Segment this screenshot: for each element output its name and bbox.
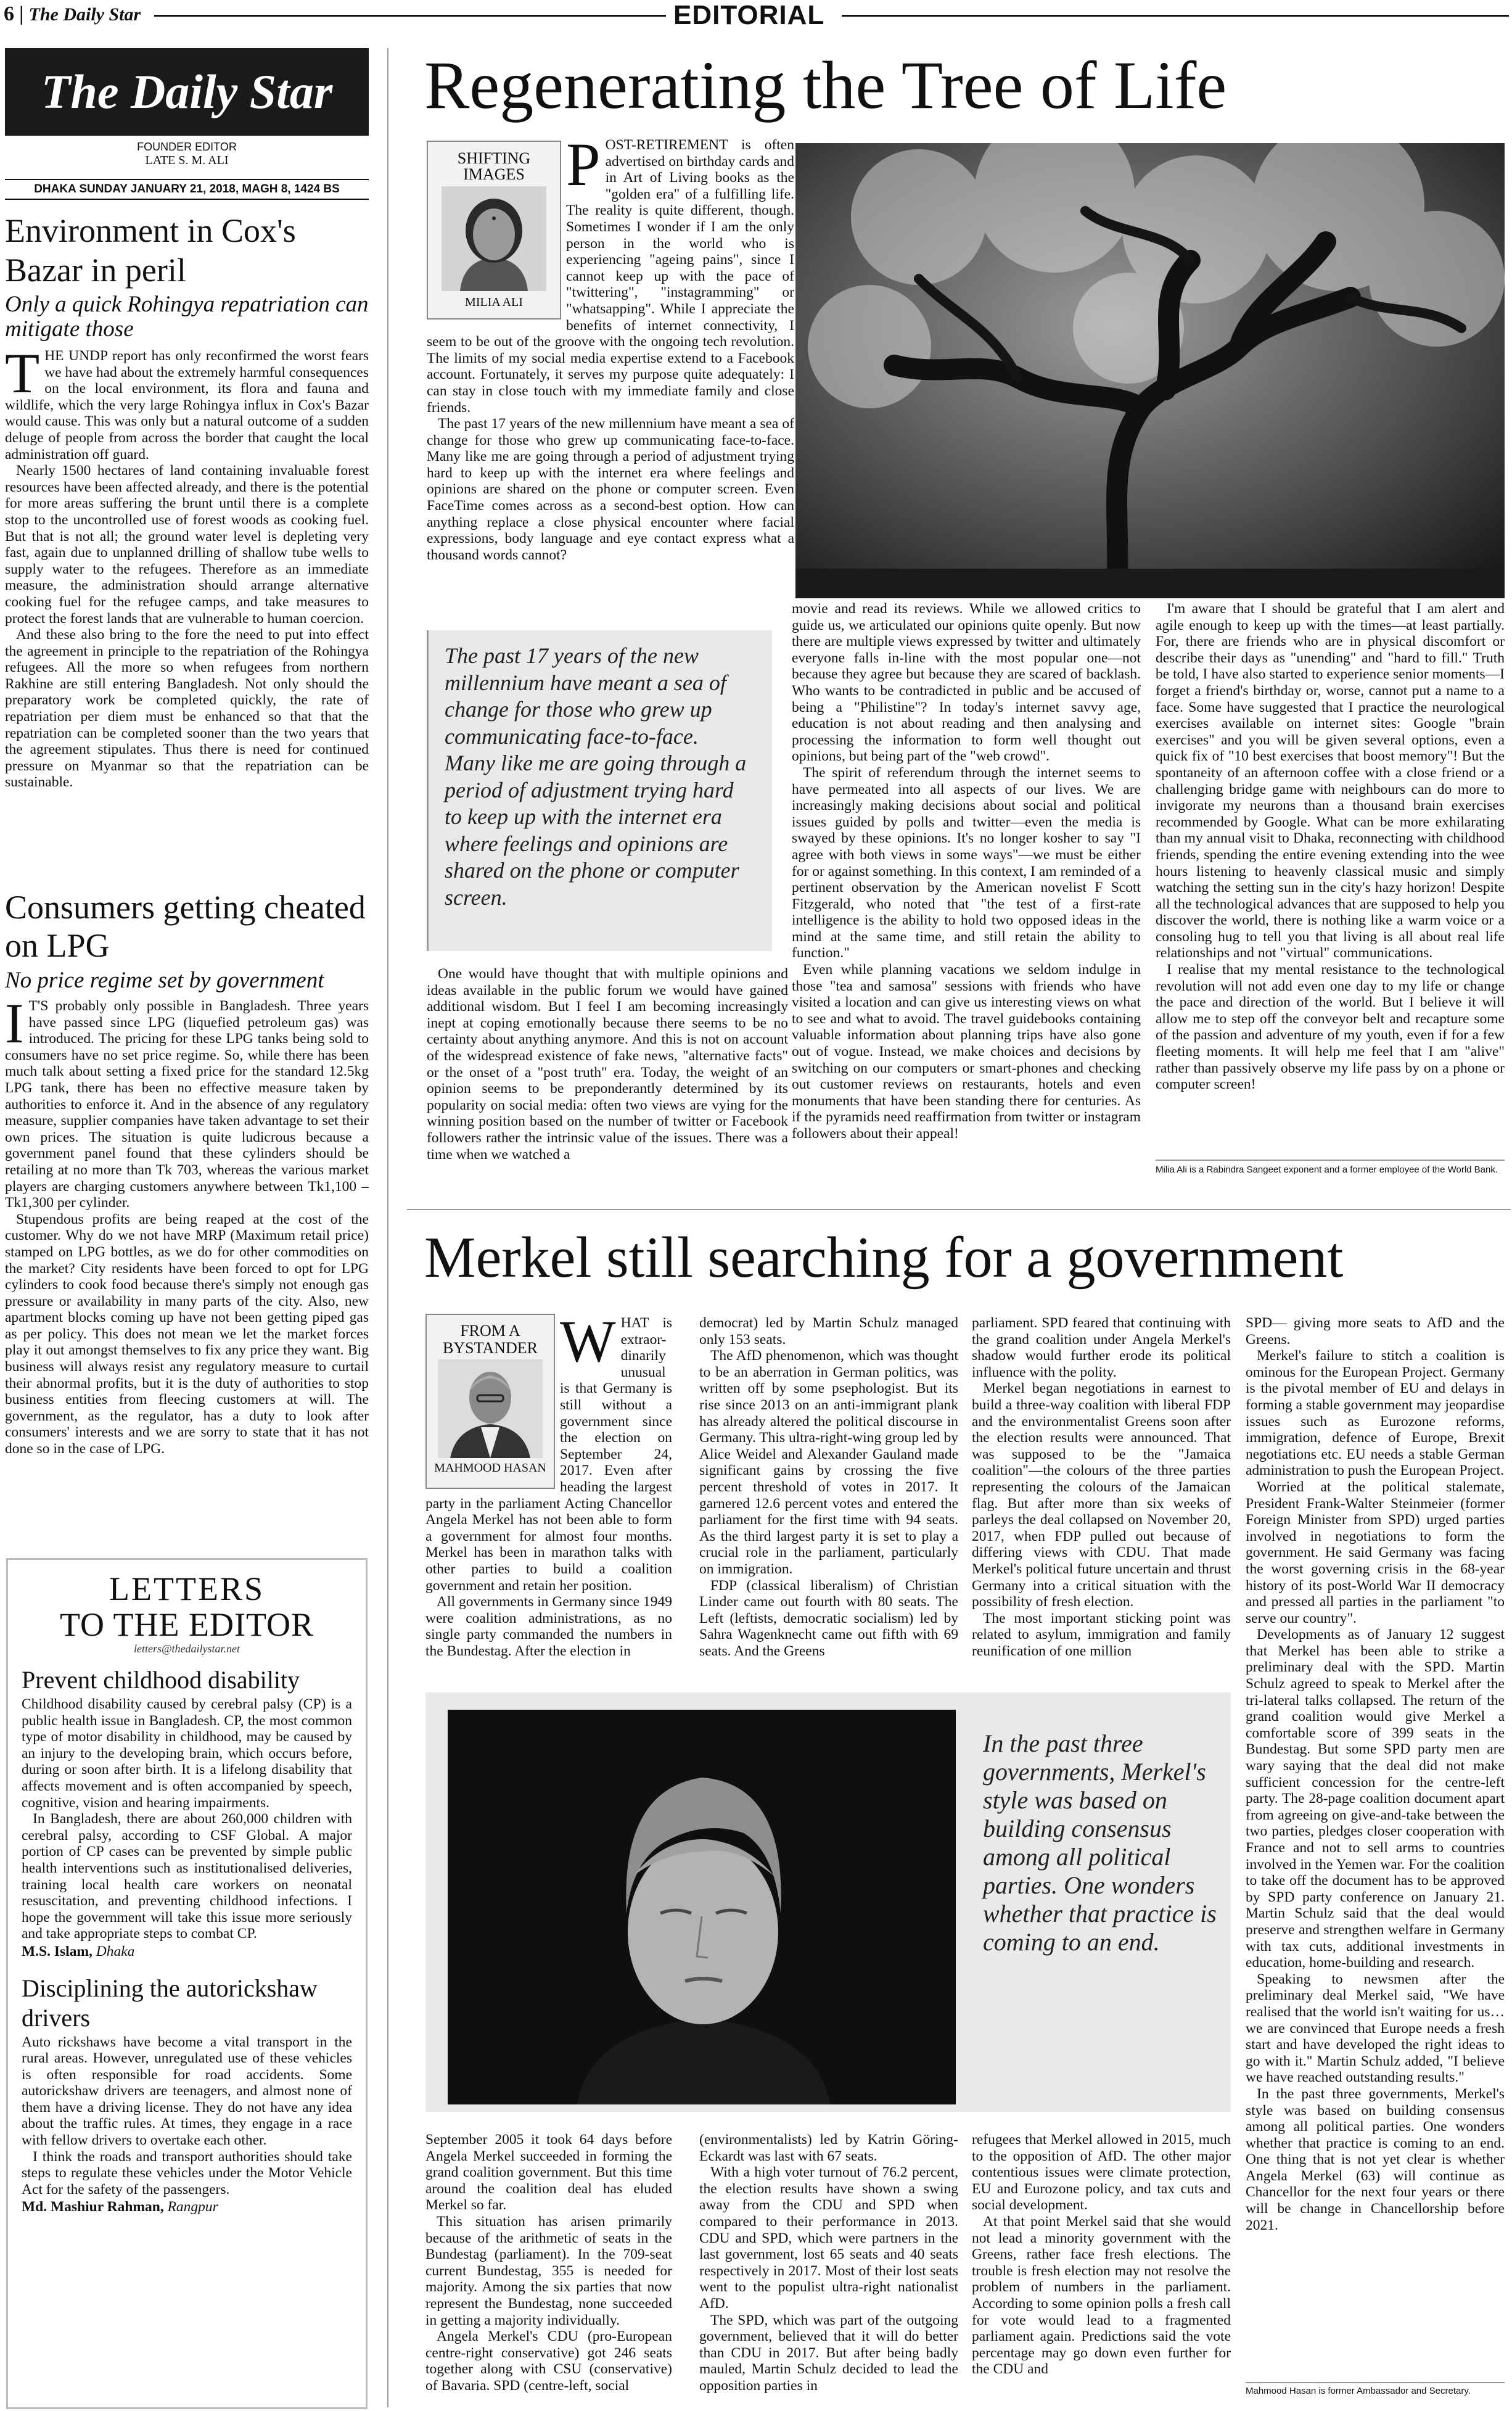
masthead-title: The Daily Star — [41, 65, 333, 118]
editorial1-dropcap: T — [5, 342, 40, 405]
column-tag-line: FROM A — [460, 1322, 520, 1340]
letter-headline: Prevent childhood disability — [22, 1666, 300, 1694]
article2-paragraph: The AfD phenomenon, which was thought to be an aberration in German politics, was written off by some psephologist. But its rise since 2013 on an anti-immigrant plank has already altered the political discourse in Germany. This ultra-right-wing group led by Alice Weidel and Alexander Gauland made significant gains by crossing the five percent threshold of votes in 2017. It garnered 12.6 percent votes and entered the parliament for the first time with 94 seats. As the third largest party it is set to play a crucial role in the parliament, particularly on immigration. — [699, 1348, 958, 1577]
editorial1-paragraph: HE UNDP report has only reconfirmed the worst fears we have had about the extremely harmful consequences on the local environment, its flora and fauna and wildlife, which the very large Rohingya influx in Cox's Bazar would cause. This was only but a natural outcome of a sudden deluge of people from across the border that caught the local administration off guard. — [5, 348, 369, 463]
paper-name-small: The Daily Star — [28, 4, 141, 25]
article2-paragraph: The most important sticking point was related to asylum, immigration and family reunification of one million — [972, 1610, 1231, 1659]
article2-paragraph: Angela Merkel's CDU (pro-European centre-right conservative) got 246 seats together along with CSU (conservative) of Bavaria. SPD (centre-left, social — [425, 2328, 672, 2394]
article1-intro-paragraph: OST-RETIREMENT is often advertised on birthday cards and in Art of Living books as the "golden era" of a fulfilling life. The reality is quite different, though. Sometimes I wonder if I am the only person in the world who is experiencing "ageing pains", since I cannot keep up with the pace of "twittering", "instagramming" or "whatsapping". While I appreciate the benefits of internet connectivity, I seem to be out of the groove with the ongoing tech revolution. The limits of my social media expertise extend to a Facebook account. Fortunately, it serves my purpose quite adequately: I can stay in close touch with my immediate family and close friends. — [427, 137, 794, 416]
article2-paragraph: Speaking to newsmen after the preliminary deal Merkel said, "We have realised that the world isn't waiting for us…we are convinced that Europe needs a fresh start and have developed the right ideas to go with it." Martin Schulz added, "I believe we have reached outstanding results." — [1246, 1971, 1505, 2086]
article2-paragraph: Developments as of January 12 suggest that Merkel has been able to strike a preliminary deal with the SPD. Martin Schulz agreed to speak to Merkel after the tri-lateral talks collapsed. The return of the grand coalition would give Merkel a comfortable score of 399 seats in the Bundestag. But some SPD party men are wary saying that the deal did not make sufficient concession for the centre-left party. The 28-page coalition document apart from agreeing on give-and-take between the two parties, pledges closer cooperation with France and not to sell arms to countries involved in the Yemen war. For the coalition to take off the document has to be approved by SPD party conference on January 21. Martin Schulz said that the deal would preserve and strengthen welfare in Germany with tax cuts, additional investments in education, home-building and research. — [1246, 1626, 1505, 1971]
article2-paragraph: All governments in Germany since 1949 were coalition administrations, as no single party commanded the numbers in the Bundestag. After the election in — [425, 1594, 672, 1659]
article2-bottom-col1 — [425, 2132, 672, 2394]
article1-paragraph: The past 17 years of the new millennium have meant a sea of change for those who grew up communicating face-to-face. Many like me are going through a period of adjustment trying hard to keep up with the internet era where feelings and opinions are shared on the phone or computer screen. Even FaceTime comes across as a second-best option. How can anything replace a close physical encounter where facial expressions, body language and eye contact express what a thousand words cannot? — [427, 416, 794, 563]
article2-paragraph: Merkel's failure to stitch a coalition is ominous for the European Project. Germany is the pivotal member of EU and delays in forming a stable government may jeopardise issues such as Eurozone reforms, immigration, defence of Europe, Brexit negotiations etc. EU needs a stable German administration to push the European Project. — [1246, 1348, 1505, 1479]
column-tag-line: IMAGES — [463, 165, 525, 183]
letter-paragraph: Auto rickshaws have become a vital transport in the rural areas. However, unregulated use of these vehicles is often responsible for road accidents. Some autorickshaw drivers are teenagers, and almost none of them have a driving license. They do not have any idea about the traffic rules. At times, they engage in a race with fellow drivers to overtake each other. — [22, 2034, 352, 2149]
article2-col1 — [425, 1308, 672, 1659]
founder-label: FOUNDER EDITOR — [137, 141, 237, 153]
article2-col3 — [972, 1315, 1231, 1659]
column-tag-line: BYSTANDER — [443, 1339, 538, 1357]
editorial-lpg — [5, 888, 369, 1457]
article2-paragraph: Merkel began negotiations in earnest to build a three-way coalition with liberal FDP and the environmentalist Greens soon after the election results were announced. That was supposed to be the "Jamaica coalition"—the colours of the three parties representing the colours of the Jamaican flag. But after more than six weeks of parleys the deal collapsed on November 20, 2017, when FDP pulled out because of differing views with CDU. That made Merkel's political future uncertain and thrust Germany into a critical situation with the possibility of fresh election. — [972, 1380, 1231, 1610]
letters-box — [6, 1558, 368, 2409]
editorial1-paragraph: And these also bring to the fore the need to put into effect the agreement in principle to the repatriation of the Rohingya refugees. All the more so when refugees from northern Rakhine are still entering Bangladesh. Not only should the preparatory work be completed quickly, the rate of repatriation per diem must be enhanced so that that the repatriation can be completed sooner than the two years that the agreement stipulates. Thus there is need for continued pressure on Myanmar so that the repatriation can be sustainable. — [5, 627, 369, 791]
article1-headline: Regenerating the Tree of Life — [424, 47, 1227, 123]
article2-paragraph: SPD— giving more seats to AfD and the Greens. — [1246, 1315, 1505, 1348]
letter-item — [22, 1665, 352, 1960]
article2-paragraph: September 2005 it took 64 days before Angela Merkel succeeded in forming the grand coalition government. But this time around the coalition deal has eluded Merkel so far. — [425, 2132, 672, 2214]
article2-paragraph: democrat) led by Martin Schulz managed only 153 seats. — [699, 1315, 958, 1348]
article2-paragraph: HAT is extraor-dinarily unusual is that Germany is still without a government since the election on September 24, 2017. Even after heading the largest party in the parliament Acting Chancellor Angela Merkel has not been able to form a government for almost four months. Merkel has been in marathon talks with other parties to build a coalition government and retain her position. — [425, 1315, 672, 1594]
letters-email: letters@thedailystar.net — [133, 1642, 240, 1655]
article1-paragraph: The spirit of referendum through the internet seems to have permeated into all aspects of our lives. We are increasingly making decisions about social and political issues guided by polls and twitter—even the media is swayed by these opinions. It's no longer kosher to say "I agree with both views in some ways"—we must be either for or against something. In this context, I am reminded of a pertinent observation by the American novelist F Scott Fitzgerald, who noted that "the test of a first-rate intelligence is the ability to hold two opposed ideas in the mind at the same time, and still retain the ability to function." — [792, 764, 1141, 962]
tree-image — [795, 143, 1505, 598]
article1-pullquote-box — [427, 630, 772, 951]
letters-title-line1: LETTERS — [109, 1570, 265, 1607]
letter-paragraph: In Bangladesh, there are about 260,000 children with cerebral palsy, according to CSF Global. A major portion of CP cases can be prevented by simple public health interventions such as institutionalised deliveries, training local health care workers on neonatal resuscitation, and preventing childhood infections. I hope the government will take this issue more seriously and take appropriate steps to combat CP. — [22, 1811, 352, 1942]
article2-paragraph: In the past three governments, Merkel's style was based on building consensus among all political parties. One wonders whether that practice is coming to an end. One thing that is not yet clear is whether Angela Merkel (63) will continue as Chancellor for the next four years or there will be change in Chancellorship before 2021. — [1246, 2085, 1505, 2233]
editorial2-paragraph: Stupendous profits are being reaped at the cost of the customer. Why do we not have MRP (Maximum retail price) stamped on LPG bottles, as we do for other commodities on the market? City residents have been forced to opt for LPG cylinders to cook food because there's simply not enough gas pressure or availability in many parts of the city. Also, new apartment blocks coming up have not been getting piped gas as per policy. This does not mean we let the market forces play it out amongst themselves to fix any price they want. Big business will always resist any regulatory measure to curtail their abnormal profits, but it is the duty of authorities to stop business entities from fleecing customers at will. The government, as the regulator, has a duty to look after consumers' interests and we are sorry to state that it has not done so in the case of LPG. — [5, 1211, 369, 1457]
article2-bottom-col2 — [699, 2132, 958, 2394]
author-name: MAHMOOD HASAN — [434, 1461, 546, 1475]
article2-paragraph: The SPD, which was part of the outgoing government, believed that it will do better than CDU in 2017. But after being badly mauled, Martin Schulz decided to lead the opposition parties in — [699, 2312, 958, 2394]
author-name: MILIA ALI — [465, 295, 523, 309]
letter-signature: M.S. Islam, — [22, 1943, 92, 1960]
founder-name: LATE S. M. ALI — [145, 154, 229, 167]
article2-paragraph: FDP (classical liberalism) of Christian Linder came out fourth with 80 seats. The Left (leftists, democratic socialism) led by Sahra Wagenknecht came out fifth with 69 seats. And the Greens — [699, 1577, 958, 1659]
page-number: 6 — [4, 2, 14, 25]
article2-paragraph: This situation has arisen primarily because of the arithmetic of seats in the Bundestag (parliament). In the 709-seat current Bundestag, 355 is needed for majority. Among the six parties that now represent the Bundestag, none succeeded in getting a majority individually. — [425, 2213, 672, 2328]
article1-paragraph: One would have thought that with multiple opinions and ideas available in the public forum we would have gained additional wisdom. But I feel I am becoming increasingly inept at coping emotionally because there seems to be no certainty about anything anymore. And this is not on account of the widespread existence of fake news, "alternative facts" or the onset of a "post truth" era. Today, the weight of an opinion seems to be preponderantly determined by its popularity on social media: often two views are vying for the winning position based on the number of twitter or Facebook followers rather the intrinsic value of the issues. There was a time when we watched a — [427, 966, 788, 1163]
merkel-photo — [448, 1710, 956, 2104]
letter-item — [22, 1974, 352, 2216]
editorial2-dropcap: I — [5, 992, 24, 1055]
editorial1-headline: Environment in Cox's Bazar in peril — [5, 212, 296, 289]
editorial2-headline: Consumers getting cheated on LPG — [5, 889, 366, 964]
article2-paragraph: With a high voter turnout of 76.2 percent, the election results have shown a swing away from the CDU and SPD when compared to their performance in 2013. CDU and SPD, which were partners in the last government, lost 65 seats and 40 seats respectively in 2017. Most of their lost seats went to the populist ultra-right nationalist AfD. — [699, 2164, 958, 2312]
letter-headline: Disciplining the autorickshaw drivers — [22, 1974, 318, 2032]
article1-col1-bottom — [427, 966, 788, 1163]
letter-signature: Md. Mashiur Rahman, — [22, 2199, 164, 2215]
article1-paragraph: movie and read its reviews. While we allowed critics to guide us, we articulated our opinions quite openly. But now there are multiple views expressed by twitter and ultimately everyone falls in-line with the most popular one—not because they agree but because they are scared of backlash. Who wants to be contradicted in public and be accused of being a "Philistine"? In today's internet savvy age, education is not about reading and then analysing and processing the information to form well thought out opinions, but being part of the "web crowd". — [792, 601, 1141, 765]
article1-bio: Milia Ali is a Rabindra Sangeet exponent and a former employee of the World Bank. — [1156, 1160, 1505, 1175]
article1-col2 — [792, 601, 1141, 1142]
letter-paragraph: I think the roads and transport authorities should take steps to regulate these vehicles under the Motor Vehicle Act for the safety of the passengers. — [22, 2148, 352, 2198]
column-tag-line: SHIFTING — [457, 149, 531, 167]
article2-bottom-col3 — [972, 2132, 1231, 2378]
article1-paragraph: I'm aware that I should be grateful that I am alert and agile enough to keep up with the times—at least partially. For, there are friends who are in physical discomfort or describe their days as "unending" and "hard to fill." Truth be told, I have also started to experience senior moments—I forget a friend's birthday or, worse, cannot put a name to a face. Some have suggested that I practice the neurological exercises available on internet sites: Google "brain exercises" and you will be given several options, even a quick fix of "10 best exercises that boost memory"! But the spontaneity of an afternoon coffee with a close friend or a challenging bridge game with neighbours can do more to invigorate my neurons than a thousand brain exercises recommended by Google. What can be more exhilarating than my annual visit to Dhaka, reconnecting with childhood friends, spending the entire evening extending into the wee hours listening to heavenly classical music and simply watching the setting sun in the city's hazy horizon! Despite all the technological advances that are supposed to help you discover the world, there is nothing like a warm voice or a consoling hug to tell you that living is all about real life relationships and not "virtual" communications. — [1156, 601, 1505, 962]
merkel-image — [448, 1710, 956, 2104]
article2-paragraph: At that point Merkel said that she would not lead a minority government with the Greens, rather face fresh elections. The trouble is fresh election may not resolve the problem of numbers in the parliament. According to some opinion polls a fresh call for vote would lead to a fragmented parliament again. Predictions said the vote percentage may go down even further for the CDU and — [972, 2213, 1231, 2378]
masthead — [5, 48, 369, 136]
article2-bio: Mahmood Hasan is former Ambassador and Secretary. — [1246, 2382, 1505, 2396]
article2-col2 — [699, 1315, 958, 1659]
article2-pullquote: In the past three governments, Merkel's style was based on building consensus among all political parties. One wonders whether that practice is coming to an end. — [983, 1729, 1217, 1956]
article1-paragraph: Even while planning vacations we seldom indulge in those "tea and samosa" sessions with friends who have visited a location and can give us interesting views on what to see and what to avoid. The travel guidebooks containing valuable information about planning trips have also gone out of vogue. Instead, we make choices and decisions by switching on our computers or smart-phones and checking out customer reviews on restaurants, hotels and even monuments that have been standing there for centuries. As if the pyramids need reaffirmation from twitter or instagram followers about their appeal! — [792, 962, 1141, 1142]
article2-dropcap: W — [560, 1308, 616, 1374]
editorial2-subhead: No price regime set by government — [5, 968, 324, 993]
editorial1-paragraph: Nearly 1500 hectares of land containing invaluable forest resources have been affected already, and there is the potential for more areas suffering the brunt until there is a complete stop to the uncontrolled use of forest woods as cooking fuel. But that is not all; the ground water level is depleting very fast, again due to unplanned drilling of shallow tube wells to supply water to the refugees. Therefore as an immediate measure, the administration should arrange alternative cooking fuel for the refugee camps, and take measures to protect the forest lands that are vulnerable to human coercion. — [5, 463, 369, 627]
article2-paragraph: (environmentalists) led by Katrin Göring-Eckardt was last with 67 seats. — [699, 2132, 958, 2164]
article2-paragraph: refugees that Merkel allowed in 2015, much to the opposition of AfD. The other major contentious issues were climate protection, EU and Eurozone policy, and tax cuts and social development. — [972, 2132, 1231, 2214]
tree-photo — [795, 143, 1505, 598]
merkel-photo-panel — [425, 1692, 1231, 2112]
letters-title-line2: TO THE EDITOR — [60, 1606, 314, 1643]
article1-col3 — [1156, 601, 1505, 1093]
article2-col4 — [1246, 1315, 1505, 2233]
editorial2-paragraph: T'S probably only possible in Bangladesh. Three years have passed since LPG (liquefied petroleum gas) was introduced. The pricing for these LPG tanks being sold to consumers have no set price regime. So, while there has been much talk about setting a fixed price for the standard 12.5kg LPG tank, there has been no effective measure taken by authorities to enforce it. And in the absence of any regulatory measure, supplier companies have taken advantage to set their own prices. The situation is quite ludicrous because a government panel found that these cylinders should be retailing at no more than Tk 703, whereas the various market players are charging customers anywhere between Tk1,100 – Tk1,300 per cylinder. — [5, 998, 369, 1211]
editorial1-subhead: Only a quick Rohingya repatriation can mitigate those — [5, 292, 369, 342]
letter-paragraph: Childhood disability caused by cerebral palsy (CP) is a public health issue in Bangladesh. CP, the most common type of motor disability in childhood, may be caused by an injury to the developing brain, which occurs before, during or soon after birth. It is a lifelong disability that affects movement and is often accompanied by speech, cognitive, vision and hearing impairments. — [22, 1696, 352, 1811]
article2-headline: Merkel still searching for a government — [424, 1226, 1344, 1290]
article1-paragraph: I realise that my mental resistance to the technological revolution will not add even one day to my life or change the pace and direction of the world. But I believe it will allow me to step off the conveyor belt and recapture some of the passion and adventure of my youth, even if for a few fleeting moments. It will help me feel that I am "alive" rather than passively observe my life pass by on a phone or computer screen! — [1156, 962, 1505, 1093]
article1-dropcap: P — [566, 130, 601, 199]
editorial-environment — [5, 211, 369, 791]
page-header: 6 | The Daily Star EDITORIAL — [0, 0, 1512, 32]
letter-place: Dhaka — [96, 1943, 135, 1960]
section-title: EDITORIAL — [673, 0, 825, 30]
article2-paragraph: parliament. SPD feared that continuing with the grand coalition under Angela Merkel's shadow would further erode its political influence with the polity. — [972, 1315, 1231, 1380]
letter-place: Rangpur — [167, 2199, 218, 2215]
dateline: DHAKA SUNDAY JANUARY 21, 2018, MAGH 8, 1424 BS — [5, 179, 369, 200]
article1-intro — [427, 130, 794, 563]
article1-pullquote: The past 17 years of the new millennium have meant a sea of change for those who grew up communicating face-to-face. Many like me are going through a period of adjustment trying hard to keep up with the internet era where feelings and opinions are shared on the phone or computer screen. — [445, 643, 747, 910]
article2-paragraph: Worried at the political stalemate, President Frank-Walter Steinmeier (former Foreign Minister from SPD) urged parties involved in negotiations to form the government. He said Germany was facing the worst governing crisis in the 68-year history of its post-World War II democracy and pressed all parties in the parliament "to serve our country". — [1246, 1478, 1505, 1626]
